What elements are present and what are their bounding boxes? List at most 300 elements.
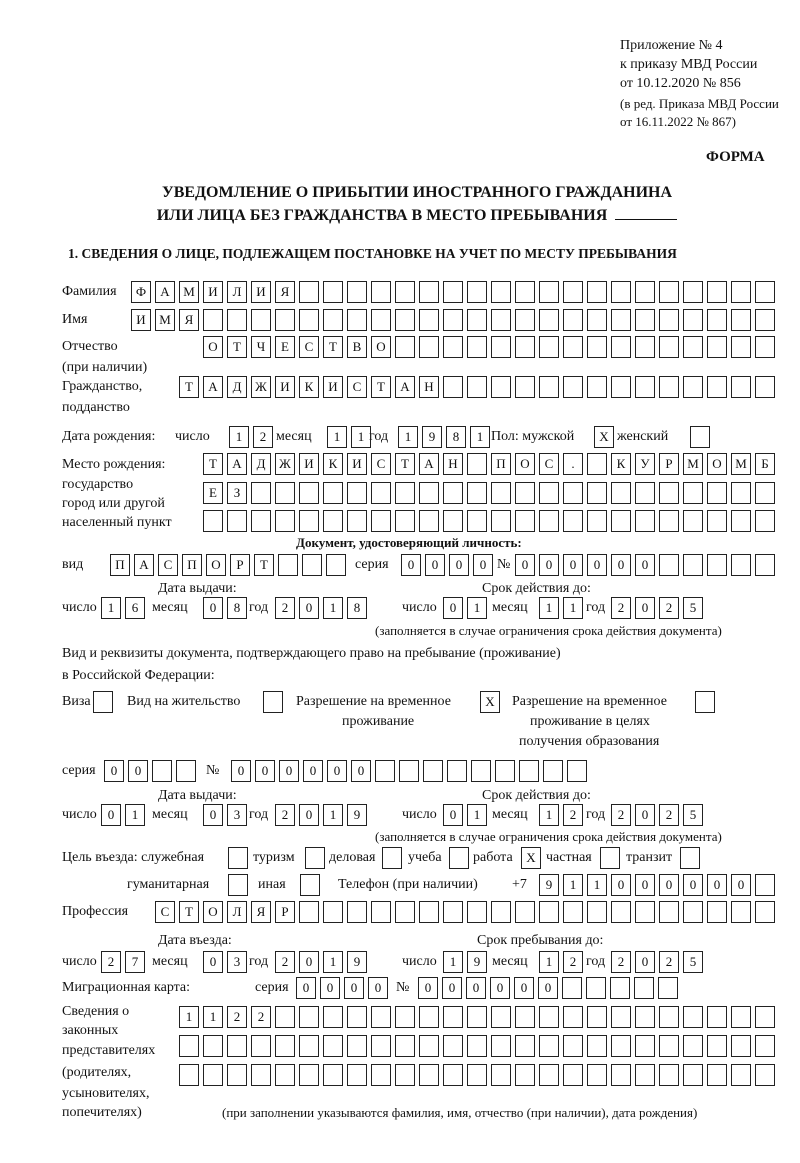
character-cell[interactable]: 2 [659,951,679,973]
character-cell[interactable] [611,309,631,331]
character-cell[interactable] [371,510,391,532]
character-cell[interactable]: 0 [538,977,558,999]
character-cell[interactable] [323,901,343,923]
character-cell[interactable] [176,760,196,782]
character-cell[interactable] [371,1035,391,1057]
character-cell[interactable]: Н [419,376,439,398]
character-cell[interactable]: Т [179,376,199,398]
character-cell[interactable] [539,901,559,923]
character-cell[interactable]: 0 [611,874,631,896]
character-cell[interactable] [323,309,343,331]
checkbox[interactable] [680,847,700,869]
character-cell[interactable] [467,510,487,532]
character-cell[interactable]: 0 [320,977,340,999]
character-cell[interactable]: Т [323,336,343,358]
character-cell[interactable]: 1 [563,874,583,896]
character-cell[interactable] [659,510,679,532]
character-cell[interactable] [659,1006,679,1028]
character-cell[interactable] [755,510,775,532]
character-cell[interactable] [299,281,319,303]
character-cell[interactable] [491,336,511,358]
character-cell[interactable] [634,977,654,999]
character-cell[interactable]: С [347,376,367,398]
character-cell[interactable] [467,1064,487,1086]
character-cell[interactable] [395,482,415,504]
character-cell[interactable]: В [347,336,367,358]
character-cell[interactable] [755,281,775,303]
character-cell[interactable]: 0 [443,597,463,619]
character-cell[interactable] [467,281,487,303]
character-cell[interactable]: Т [227,336,247,358]
character-cell[interactable]: С [158,554,178,576]
character-cell[interactable] [707,309,727,331]
character-cell[interactable] [419,1035,439,1057]
checkbox[interactable] [690,426,710,448]
character-cell[interactable] [443,482,463,504]
character-cell[interactable] [731,376,751,398]
character-cell[interactable] [587,1035,607,1057]
character-cell[interactable] [275,482,295,504]
character-cell[interactable] [707,281,727,303]
character-cell[interactable]: Е [203,482,223,504]
character-cell[interactable] [611,281,631,303]
character-cell[interactable] [395,281,415,303]
checkbox[interactable]: X [480,691,500,713]
character-cell[interactable]: 1 [229,426,249,448]
character-cell[interactable] [539,1035,559,1057]
character-cell[interactable]: 1 [203,1006,223,1028]
character-cell[interactable] [423,760,443,782]
character-cell[interactable] [395,901,415,923]
character-cell[interactable]: О [515,453,535,475]
character-cell[interactable] [371,281,391,303]
character-cell[interactable] [419,281,439,303]
character-cell[interactable] [443,336,463,358]
character-cell[interactable] [299,1064,319,1086]
character-cell[interactable] [659,1035,679,1057]
character-cell[interactable]: 5 [683,951,703,973]
character-cell[interactable] [755,901,775,923]
character-cell[interactable]: 1 [470,426,490,448]
character-cell[interactable]: 0 [299,951,319,973]
character-cell[interactable] [515,376,535,398]
character-cell[interactable]: 0 [296,977,316,999]
character-cell[interactable]: 9 [539,874,559,896]
character-cell[interactable] [395,1035,415,1057]
character-cell[interactable]: 0 [104,760,124,782]
character-cell[interactable] [519,760,539,782]
character-cell[interactable]: 1 [539,804,559,826]
character-cell[interactable]: 9 [347,951,367,973]
character-cell[interactable] [755,874,775,896]
character-cell[interactable] [539,336,559,358]
character-cell[interactable] [467,482,487,504]
character-cell[interactable] [515,510,535,532]
character-cell[interactable] [635,336,655,358]
character-cell[interactable] [635,1064,655,1086]
character-cell[interactable] [152,760,172,782]
character-cell[interactable] [471,760,491,782]
character-cell[interactable] [563,1006,583,1028]
character-cell[interactable] [275,1035,295,1057]
character-cell[interactable]: 0 [128,760,148,782]
character-cell[interactable] [563,309,583,331]
character-cell[interactable] [707,1035,727,1057]
character-cell[interactable]: Р [275,901,295,923]
character-cell[interactable]: 0 [514,977,534,999]
character-cell[interactable] [371,901,391,923]
character-cell[interactable]: 0 [466,977,486,999]
checkbox[interactable]: X [521,847,541,869]
character-cell[interactable] [587,482,607,504]
character-cell[interactable]: 5 [683,597,703,619]
character-cell[interactable]: 2 [659,597,679,619]
character-cell[interactable] [707,901,727,923]
character-cell[interactable] [443,281,463,303]
character-cell[interactable]: 7 [125,951,145,973]
character-cell[interactable] [467,901,487,923]
character-cell[interactable]: 0 [611,554,631,576]
character-cell[interactable] [683,309,703,331]
character-cell[interactable]: К [299,376,319,398]
character-cell[interactable]: 0 [683,874,703,896]
character-cell[interactable] [611,482,631,504]
character-cell[interactable]: 9 [422,426,442,448]
character-cell[interactable]: 0 [443,804,463,826]
character-cell[interactable] [683,901,703,923]
checkbox[interactable] [600,847,620,869]
place-of-stay-blank[interactable] [615,205,677,220]
character-cell[interactable] [731,1064,751,1086]
character-cell[interactable]: У [635,453,655,475]
character-cell[interactable] [635,510,655,532]
character-cell[interactable] [731,336,751,358]
character-cell[interactable]: И [131,309,151,331]
character-cell[interactable] [347,1035,367,1057]
character-cell[interactable]: 0 [635,597,655,619]
character-cell[interactable] [419,901,439,923]
character-cell[interactable] [491,1064,511,1086]
character-cell[interactable]: И [299,453,319,475]
character-cell[interactable] [539,1006,559,1028]
character-cell[interactable]: О [206,554,226,576]
character-cell[interactable]: Т [203,453,223,475]
character-cell[interactable] [227,1064,247,1086]
character-cell[interactable] [563,281,583,303]
character-cell[interactable]: Р [659,453,679,475]
character-cell[interactable]: Д [251,453,271,475]
character-cell[interactable]: 2 [611,597,631,619]
character-cell[interactable] [563,376,583,398]
character-cell[interactable] [323,1006,343,1028]
character-cell[interactable] [491,482,511,504]
character-cell[interactable] [755,482,775,504]
character-cell[interactable]: 8 [446,426,466,448]
character-cell[interactable]: 2 [253,426,273,448]
character-cell[interactable]: 1 [101,597,121,619]
character-cell[interactable]: 0 [563,554,583,576]
checkbox[interactable] [382,847,402,869]
character-cell[interactable] [587,1006,607,1028]
character-cell[interactable]: П [110,554,130,576]
checkbox[interactable]: X [594,426,614,448]
checkbox[interactable] [263,691,283,713]
character-cell[interactable]: Р [230,554,250,576]
character-cell[interactable] [443,901,463,923]
character-cell[interactable]: Д [227,376,247,398]
character-cell[interactable] [635,309,655,331]
character-cell[interactable] [755,1064,775,1086]
character-cell[interactable] [659,1064,679,1086]
character-cell[interactable] [203,1035,223,1057]
character-cell[interactable]: 0 [203,951,223,973]
character-cell[interactable]: И [203,281,223,303]
character-cell[interactable] [563,336,583,358]
character-cell[interactable]: 0 [659,874,679,896]
character-cell[interactable] [587,336,607,358]
character-cell[interactable] [251,1035,271,1057]
character-cell[interactable] [515,901,535,923]
character-cell[interactable] [467,1006,487,1028]
character-cell[interactable]: 0 [279,760,299,782]
character-cell[interactable]: 1 [351,426,371,448]
character-cell[interactable] [683,482,703,504]
character-cell[interactable]: 2 [101,951,121,973]
character-cell[interactable]: 0 [490,977,510,999]
character-cell[interactable] [611,376,631,398]
character-cell[interactable]: Я [275,281,295,303]
character-cell[interactable]: П [182,554,202,576]
character-cell[interactable] [467,1035,487,1057]
character-cell[interactable] [419,309,439,331]
character-cell[interactable] [443,376,463,398]
character-cell[interactable]: 0 [368,977,388,999]
character-cell[interactable] [515,1006,535,1028]
character-cell[interactable]: О [203,336,223,358]
character-cell[interactable]: 1 [398,426,418,448]
character-cell[interactable] [275,1006,295,1028]
character-cell[interactable] [515,309,535,331]
character-cell[interactable] [683,1064,703,1086]
character-cell[interactable]: 0 [203,804,223,826]
character-cell[interactable]: М [731,453,751,475]
character-cell[interactable] [495,760,515,782]
character-cell[interactable] [731,1006,751,1028]
checkbox[interactable] [695,691,715,713]
character-cell[interactable]: А [134,554,154,576]
character-cell[interactable] [611,1006,631,1028]
character-cell[interactable] [586,977,606,999]
character-cell[interactable] [539,482,559,504]
character-cell[interactable]: 3 [227,804,247,826]
character-cell[interactable] [731,482,751,504]
character-cell[interactable] [707,376,727,398]
character-cell[interactable] [347,1006,367,1028]
character-cell[interactable] [539,309,559,331]
character-cell[interactable] [467,336,487,358]
character-cell[interactable] [539,281,559,303]
character-cell[interactable]: М [683,453,703,475]
character-cell[interactable]: 0 [418,977,438,999]
character-cell[interactable] [251,510,271,532]
character-cell[interactable] [635,281,655,303]
character-cell[interactable] [491,1035,511,1057]
character-cell[interactable]: А [419,453,439,475]
character-cell[interactable] [707,336,727,358]
character-cell[interactable] [299,510,319,532]
character-cell[interactable] [707,510,727,532]
character-cell[interactable]: 0 [255,760,275,782]
character-cell[interactable]: 2 [275,804,295,826]
character-cell[interactable]: 9 [347,804,367,826]
character-cell[interactable] [683,554,703,576]
character-cell[interactable]: 0 [101,804,121,826]
character-cell[interactable] [707,1064,727,1086]
character-cell[interactable] [539,1064,559,1086]
character-cell[interactable] [227,309,247,331]
character-cell[interactable] [587,453,607,475]
character-cell[interactable] [567,760,587,782]
character-cell[interactable] [563,510,583,532]
character-cell[interactable] [443,510,463,532]
character-cell[interactable] [227,1035,247,1057]
character-cell[interactable] [251,482,271,504]
character-cell[interactable] [683,510,703,532]
character-cell[interactable] [587,309,607,331]
character-cell[interactable]: И [347,453,367,475]
character-cell[interactable]: А [203,376,223,398]
character-cell[interactable]: 0 [203,597,223,619]
character-cell[interactable] [731,901,751,923]
character-cell[interactable]: С [299,336,319,358]
character-cell[interactable]: А [395,376,415,398]
character-cell[interactable]: Л [227,901,247,923]
character-cell[interactable] [326,554,346,576]
character-cell[interactable] [251,1064,271,1086]
character-cell[interactable] [562,977,582,999]
character-cell[interactable] [371,1006,391,1028]
character-cell[interactable]: 0 [539,554,559,576]
character-cell[interactable]: 0 [635,874,655,896]
character-cell[interactable]: Ж [251,376,271,398]
character-cell[interactable]: 2 [659,804,679,826]
character-cell[interactable] [399,760,419,782]
character-cell[interactable]: 2 [275,597,295,619]
character-cell[interactable] [587,281,607,303]
character-cell[interactable]: Т [371,376,391,398]
character-cell[interactable]: С [371,453,391,475]
character-cell[interactable] [323,281,343,303]
character-cell[interactable] [323,1064,343,1086]
character-cell[interactable]: 1 [443,951,463,973]
checkbox[interactable] [449,847,469,869]
character-cell[interactable]: Я [251,901,271,923]
character-cell[interactable]: 0 [344,977,364,999]
character-cell[interactable] [515,1035,535,1057]
character-cell[interactable] [659,554,679,576]
character-cell[interactable] [227,510,247,532]
character-cell[interactable] [635,901,655,923]
character-cell[interactable] [635,1006,655,1028]
character-cell[interactable]: 2 [563,804,583,826]
checkbox[interactable] [228,847,248,869]
character-cell[interactable]: Л [227,281,247,303]
character-cell[interactable] [755,376,775,398]
character-cell[interactable] [659,336,679,358]
character-cell[interactable] [563,1064,583,1086]
character-cell[interactable] [611,336,631,358]
character-cell[interactable] [467,309,487,331]
character-cell[interactable] [375,760,395,782]
character-cell[interactable] [395,1064,415,1086]
character-cell[interactable] [587,1064,607,1086]
character-cell[interactable] [659,281,679,303]
character-cell[interactable] [491,309,511,331]
character-cell[interactable] [587,376,607,398]
character-cell[interactable] [371,1064,391,1086]
character-cell[interactable] [683,336,703,358]
checkbox[interactable] [228,874,248,896]
character-cell[interactable] [395,1006,415,1028]
character-cell[interactable]: 5 [683,804,703,826]
character-cell[interactable]: М [155,309,175,331]
character-cell[interactable]: 0 [425,554,445,576]
character-cell[interactable]: Е [275,336,295,358]
character-cell[interactable] [659,901,679,923]
character-cell[interactable] [299,901,319,923]
character-cell[interactable]: К [611,453,631,475]
character-cell[interactable] [731,281,751,303]
character-cell[interactable]: 0 [587,554,607,576]
character-cell[interactable]: Т [179,901,199,923]
character-cell[interactable] [539,510,559,532]
character-cell[interactable] [347,281,367,303]
character-cell[interactable] [707,1006,727,1028]
character-cell[interactable] [543,760,563,782]
character-cell[interactable] [755,1035,775,1057]
character-cell[interactable] [683,376,703,398]
character-cell[interactable] [371,309,391,331]
character-cell[interactable] [491,376,511,398]
character-cell[interactable] [491,901,511,923]
character-cell[interactable] [659,309,679,331]
character-cell[interactable]: Ч [251,336,271,358]
character-cell[interactable]: Т [254,554,274,576]
character-cell[interactable] [419,1006,439,1028]
character-cell[interactable] [587,901,607,923]
character-cell[interactable] [707,554,727,576]
character-cell[interactable]: 1 [467,597,487,619]
character-cell[interactable] [539,376,559,398]
character-cell[interactable] [275,1064,295,1086]
character-cell[interactable]: 1 [323,597,343,619]
character-cell[interactable]: 1 [467,804,487,826]
character-cell[interactable]: Н [443,453,463,475]
character-cell[interactable]: 9 [467,951,487,973]
checkbox[interactable] [93,691,113,713]
character-cell[interactable] [491,510,511,532]
character-cell[interactable]: 0 [299,804,319,826]
character-cell[interactable]: 0 [327,760,347,782]
character-cell[interactable]: М [179,281,199,303]
character-cell[interactable]: Т [395,453,415,475]
character-cell[interactable] [278,554,298,576]
character-cell[interactable] [179,1035,199,1057]
character-cell[interactable] [299,309,319,331]
character-cell[interactable] [467,453,487,475]
character-cell[interactable] [635,482,655,504]
character-cell[interactable] [251,309,271,331]
